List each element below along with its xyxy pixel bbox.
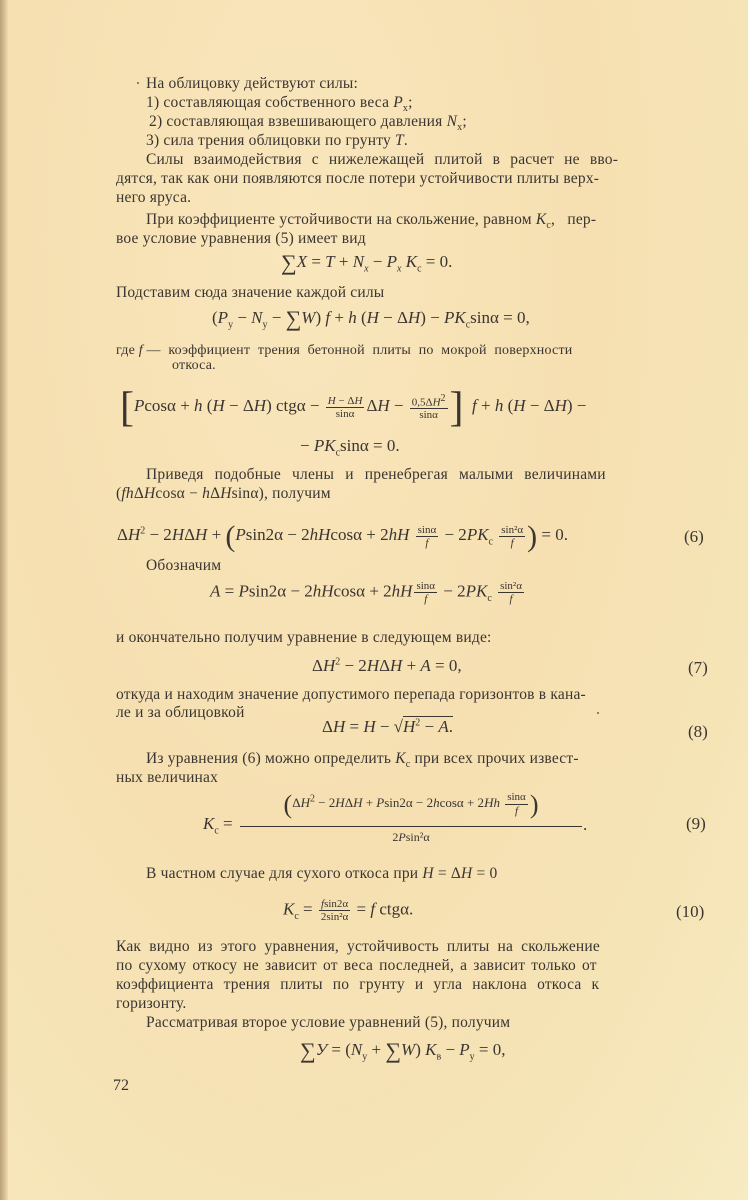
list-item-1: 1) составляющая собственного веса $P_x$; [146,94,413,115]
equation-sum-y: $\sum У = (N_y + \sum W) K_в - P_y = 0$, [300,1038,506,1063]
text: при всех прочих извест- [414,750,579,767]
text: Из уравнения (6) можно определить [146,750,392,767]
text: , получим [264,485,331,502]
text-line: горизонту. [116,995,187,1012]
var-P: P [393,94,403,111]
text-line: по сухому откосу не зависит от веса последней, а зависит только от [116,957,597,974]
text-line: Подставим сюда значение каждой силы [116,284,385,301]
text-line: Из уравнения (6) можно определить $K_c$ при всех прочих извест- [146,750,579,771]
equation-number-8: (8) [688,722,708,741]
text-line: вое условие уравнения (5) имеет вид [116,230,366,247]
equation-8: $\Delta H = H - √H^2 - A$. [322,717,454,736]
equation-sum-x: $\sum X = T + N_x - P_x$ $K_c = 0$. [281,250,453,275]
equation-bracket-line2: − $PK_c\sin\alpha = 0$. [300,436,400,459]
text-line: коэффициента трения плиты по грунту и угла наклона откоса к [116,976,600,993]
list-item-2: 2) составляющая взвешивающего давления $N_x$; [149,113,467,134]
text-line [116,343,706,359]
equation-number-6: (6) [684,527,704,546]
text: где [116,343,135,358]
equation-7: $\Delta H^2 - 2H\Delta H + A = 0$, [312,656,462,675]
text-line: Приведя подобные члены и пренебрегая малыми величинами [146,466,606,483]
page-spine-edge [0,0,8,1200]
item-text: 1) составляющая собственного веса [146,94,390,111]
text-line: На облицовку действуют силы: [146,75,359,92]
equation-number-10: (10) [676,902,705,921]
page-number: 72 [113,1077,129,1094]
equation-9-denominator: 2Psin²α [392,830,430,844]
equation-6: $\Delta H^2 - 2H\Delta H + (Psin2\alpha - 2hHcos\alpha + 2hH$ $\frac{\sin\alpha}{f}$ − $2PK_c$ $\frac{\text{sin²α}}{f}$ ) = 0. [117,520,568,553]
period: . [583,815,588,834]
text-line: Обозначим [146,557,222,574]
text: В частном случае для сухого откоса при [146,865,419,882]
print-speck [597,712,599,714]
text-line: (fhΔHcosα − hΔHsinα), получим [116,485,331,502]
equation-9-numerator: ($\Delta H^2 - 2H\Delta H + Psin2\alpha - 2hcos\alpha + 2Hh$ $\frac{\sin\alpha}{f}$ ) [283,790,539,819]
sub: x [457,122,463,134]
equation-substitution: $(P_y - N_y - \sum W) f + h$ $(H - \Delta H) - PK_c\sin\alpha = 0$, [212,306,530,331]
text: пер- [567,211,597,228]
text-line: дятся, так как они появляются после потери устойчивости плиты верх- [116,170,600,187]
list-item-3: 3) сила трения облицовки по грунту T. [146,132,408,149]
item-text: 3) сила трения облицовки по грунту [146,132,391,149]
text-line: него яруса. [116,189,192,206]
equation-9-lhs: $K_c$ = [203,814,233,837]
var-f: f [138,343,143,358]
text-line: ле и за облицовкой [116,704,245,721]
var-T: T [395,132,404,149]
equation-10: $K_c$ = $\frac{fsin2\alpha}{\text{2sin²α}}$ = f ctgα. [283,898,414,924]
item-text: 2) составляющая взвешивающего давления [149,113,443,130]
text-line: Силы взаимодействия с нижележащей плитой в расчет не вво- [146,151,619,168]
text-line: Как видно из этого уравнения, устойчивость плиты на скольжение [116,938,600,955]
fraction-bar [240,826,582,827]
text-line: В частном случае для сухого откоса при H = ΔH = 0 [146,865,498,882]
var-N: N [446,113,458,130]
text: — коэффициент трения бетонной плиты по мокрой поверхности [146,343,573,358]
text-line: откуда и находим значение допустимого перепада горизонтов в кана- [116,686,586,703]
sub: x [402,103,409,115]
text-line: ных величинах [116,769,219,786]
equation-number-7: (7) [688,658,708,677]
equation-A: A = Psin2α − 2hHcosα + 2hH $\frac{\sin\alpha}{f}$ − $2PK_c$ $\frac{\text{sin²α}}{f}$ [210,580,522,606]
text-line: Рассматривая второе условие уравнений (5), получим [146,1014,511,1031]
text-line: При коэффициенте устойчивости на скольжение, равном $K_c$, пер- [146,211,597,232]
equation-bracket-line1: [Pcosα + h (H − ΔH) ctgα − $\frac{H - \Delta H}{\sin\alpha}$ ΔH − $\frac{0,5\Delta H^2}{\sin\alpha}$ ] f + h (H − ΔH) − [120,385,587,431]
text: При коэффициенте устойчивости на скольжение, равном [146,211,532,228]
text-line: откоса. [172,358,216,373]
text-line: и окончательно получим уравнение в следующем виде: [116,629,492,646]
equation-number-9: (9) [686,814,706,833]
print-speck [137,82,139,84]
